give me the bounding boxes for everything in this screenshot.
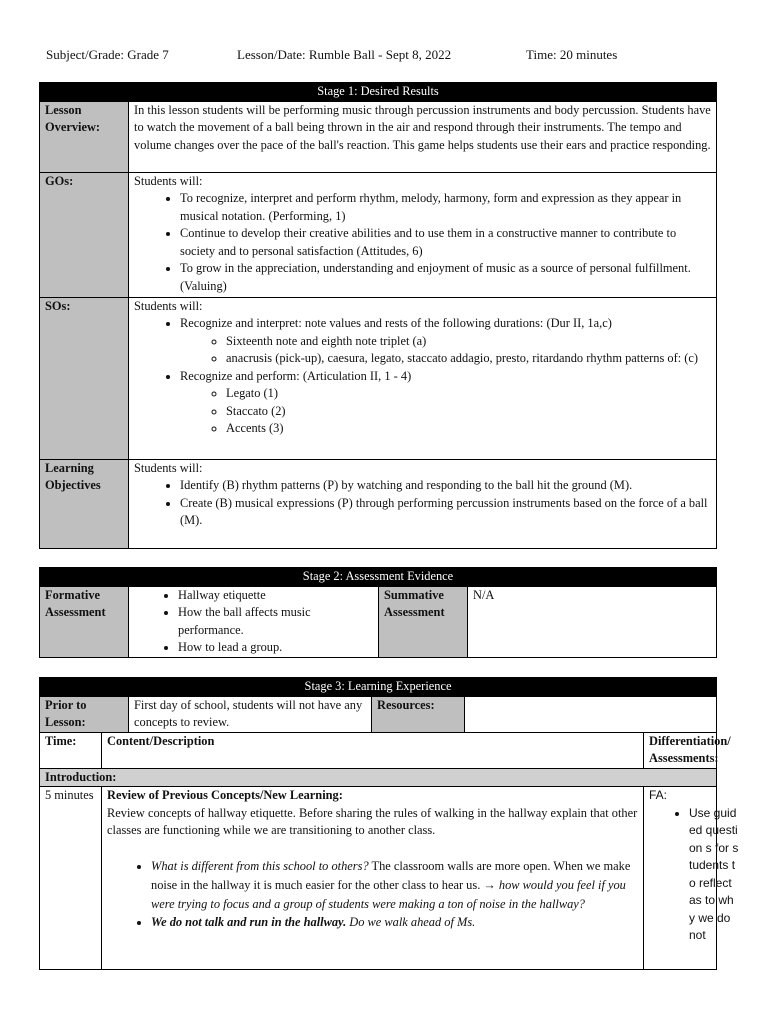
question-text: how would you feel if you were trying to focus and a group of students were making a ton of noise in the hallway? xyxy=(151,877,626,911)
sos-cell xyxy=(129,297,717,459)
list-item: ◦ Accents (3) xyxy=(226,420,711,438)
diff-header: Differentiation/ Assessments: xyxy=(644,732,717,768)
stage3-title: Stage 3: Learning Experience xyxy=(40,678,717,697)
summative-value: N/A xyxy=(468,586,717,657)
list-item: ◦ Staccato (2) xyxy=(226,403,711,421)
row-content xyxy=(102,787,644,970)
overview-label: Lesson Overview: xyxy=(40,101,129,172)
question-text: What is different from this school to others? xyxy=(151,858,369,873)
list-item: • Continue to develop their creative abilities and to use them in a constructive manner to contribute to society and to personal satisfaction (Attitudes, 6) xyxy=(180,225,711,260)
stage2-table xyxy=(39,567,717,658)
sos-intro: Students will: xyxy=(134,298,203,313)
list-item xyxy=(180,368,711,438)
subject-grade: Subject/Grade: Grade 7 xyxy=(46,47,169,62)
list-item: ◦ Legato (1) xyxy=(226,385,711,403)
formative-list xyxy=(134,587,373,657)
row-text: Review concepts of hallway etiquette. Before sharing the rules of walking in the hallway explain that other classes are functioning while we are transitioning to another class. xyxy=(107,805,638,837)
lesson-date: Lesson/Date: Rumble Ball - Sept 8, 2022 xyxy=(237,47,452,62)
formative-label: Formative Assessment xyxy=(40,586,129,657)
bullet-text: The classroom walls are more open. When we make noise in the hallway it is much easier for the other class to hear us. → xyxy=(151,858,631,892)
list-item: • How to lead a group. xyxy=(178,639,373,657)
fa-list xyxy=(649,805,739,945)
rule-text: We do not talk and run in the hallway. xyxy=(151,914,347,929)
row-heading: Review of Previous Concepts/New Learning: xyxy=(107,788,343,802)
formative-cell xyxy=(129,586,379,657)
content-header: Content/Description xyxy=(102,732,644,768)
list-item: ◦ Sixteenth note and eighth note triplet (a) xyxy=(226,333,711,351)
bullet-text: Do we walk ahead of Ms. xyxy=(346,914,476,929)
gos-label: GOs: xyxy=(40,172,129,297)
sos-label: SOs: xyxy=(40,297,129,459)
lo-list xyxy=(134,477,711,530)
resources-value xyxy=(465,696,717,732)
stage1-title: Stage 1: Desired Results xyxy=(40,83,717,102)
list-item xyxy=(151,914,638,932)
list-item: • Identify (B) rhythm patterns (P) by watching and responding to the ball hit the ground (M). xyxy=(180,477,711,495)
lo-label: Learning Objectives xyxy=(40,459,129,548)
fa-cell xyxy=(644,787,739,970)
lo-intro: Students will: xyxy=(134,460,203,475)
summative-label: Summative Assessment xyxy=(379,586,468,657)
list-item: • How the ball affects music performance. xyxy=(178,604,373,639)
gos-cell xyxy=(129,172,717,297)
list-item: ◦ anacrusis (pick-up), caesura, legato, staccato addagio, presto, ritardando rhythm patterns of: (c) xyxy=(226,350,711,368)
gos-intro: Students will: xyxy=(134,173,203,188)
row-bullets xyxy=(107,857,638,932)
intro-label: Introduction: xyxy=(40,768,717,787)
fa-label: FA: xyxy=(649,788,668,802)
lesson-time: Time: 20 minutes xyxy=(526,47,618,62)
list-item-text: Recognize and interpret: note values and rests of the following durations: (Dur II, 1a,c) xyxy=(180,316,612,330)
stage1-table xyxy=(39,82,717,549)
list-item: • To recognize, interpret and perform rhythm, melody, harmony, form and expression as they appear in musical notation. (Performing, 1) xyxy=(180,190,711,225)
gos-list xyxy=(134,190,711,295)
stage2-title: Stage 2: Assessment Evidence xyxy=(40,568,717,587)
prior-text: First day of school, students will not have any concepts to review. xyxy=(129,696,372,732)
overview-text: In this lesson students will be performing music through percussion instruments and body percussion. Students have to watch the movement of a ball being thrown in the air and respond through their instruments. The tempo and volume changes over the pace of the ball's reaction. This game helps students use their ears and practice responding. xyxy=(129,101,717,172)
list-item: • Use guided question s for students to reflect as to why we do not xyxy=(689,805,739,945)
list-item: • Hallway etiquette xyxy=(178,587,373,605)
list-item: • To grow in the appreciation, understanding and enjoyment of music as a source of personal fulfillment. (Valuing) xyxy=(180,260,711,295)
sos-sublist xyxy=(180,385,711,438)
list-item xyxy=(151,857,638,914)
row-time: 5 minutes xyxy=(40,787,102,970)
resources-label: Resources: xyxy=(372,696,465,732)
sos-sublist xyxy=(180,333,711,368)
prior-label: Prior to Lesson: xyxy=(40,696,129,732)
sos-list xyxy=(134,315,711,438)
list-item-text: Recognize and perform: (Articulation II, 1 - 4) xyxy=(180,368,412,383)
stage3-table xyxy=(39,677,739,970)
lo-cell xyxy=(129,459,717,548)
list-item: • Create (B) musical expressions (P) through performing percussion instruments based on the force of a ball (M). xyxy=(180,495,711,530)
time-header: Time: xyxy=(40,732,102,768)
list-item xyxy=(180,315,711,368)
